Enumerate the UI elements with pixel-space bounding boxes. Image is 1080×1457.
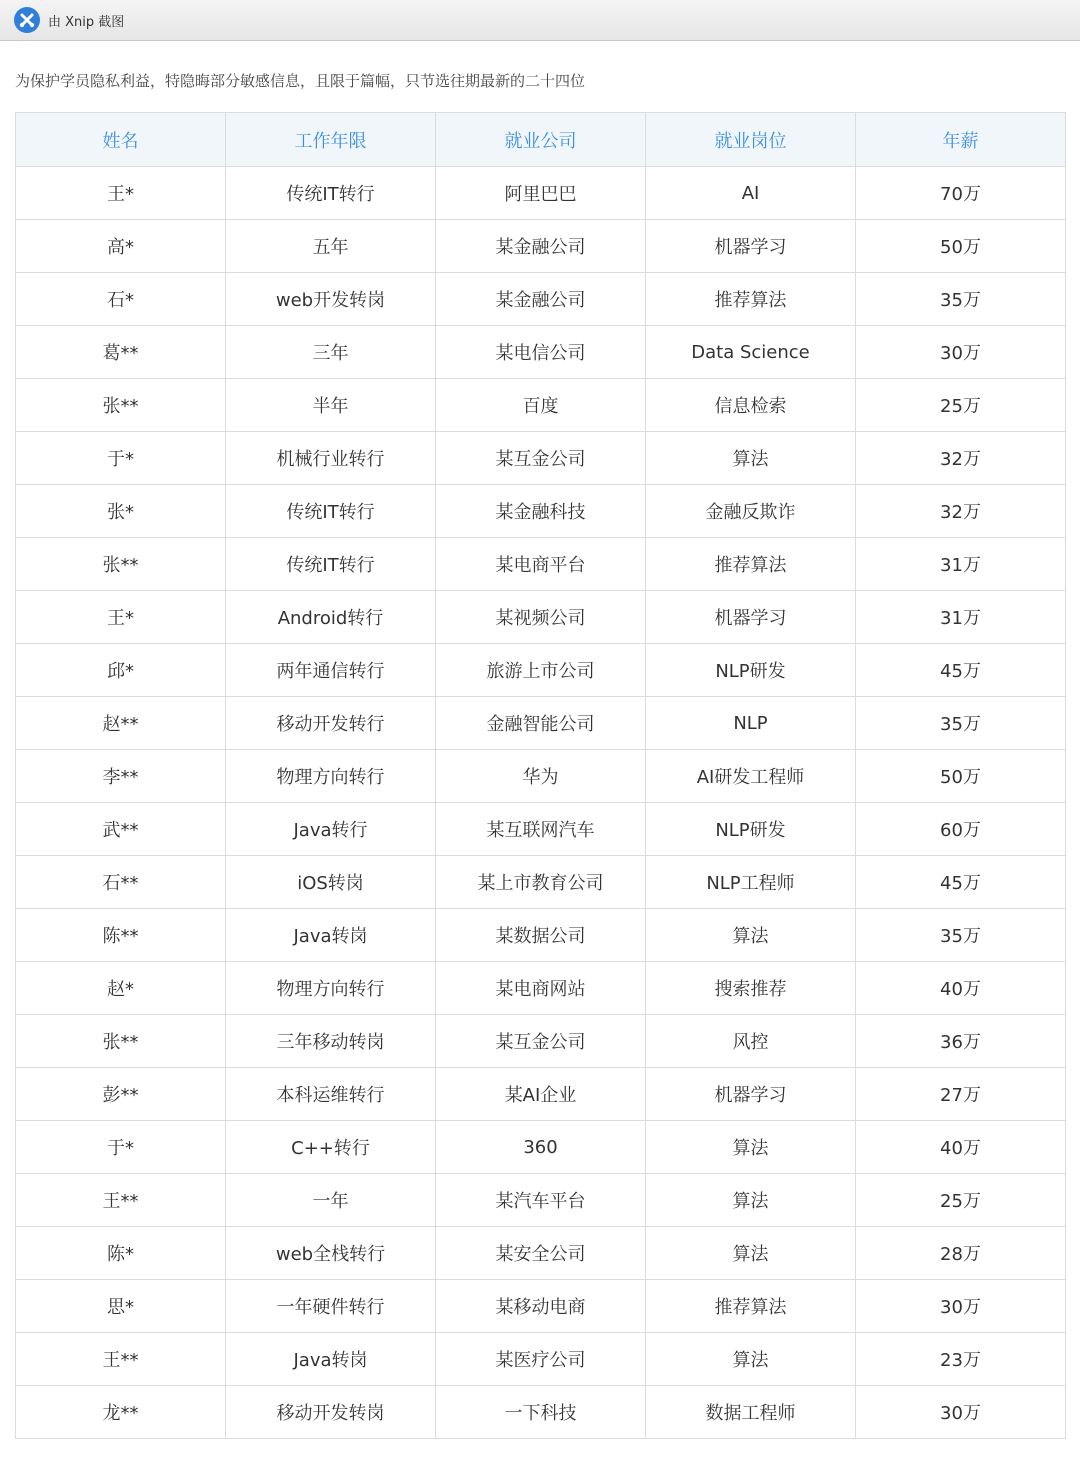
- cell-position: AI: [646, 167, 856, 220]
- cell-company: 某电商网站: [436, 962, 646, 1015]
- table-row: [16, 485, 1066, 538]
- cell-position: 算法: [646, 1227, 856, 1280]
- cell-name: 武**: [16, 803, 226, 856]
- table-row: [16, 750, 1066, 803]
- cell-work-years: 物理方向转行: [226, 750, 436, 803]
- cell-position: 算法: [646, 1121, 856, 1174]
- cell-position: 推荐算法: [646, 538, 856, 591]
- cell-name: 思*: [16, 1280, 226, 1333]
- cell-salary: 31万: [856, 591, 1066, 644]
- xnip-scissors-icon: [14, 7, 40, 33]
- table-row: [16, 644, 1066, 697]
- cell-work-years: 传统IT转行: [226, 538, 436, 591]
- cell-position: 机器学习: [646, 591, 856, 644]
- table-row: [16, 1280, 1066, 1333]
- cell-salary: 45万: [856, 644, 1066, 697]
- cell-work-years: Java转岗: [226, 1333, 436, 1386]
- cell-salary: 28万: [856, 1227, 1066, 1280]
- table-row: [16, 1015, 1066, 1068]
- cell-company: 某金融公司: [436, 273, 646, 326]
- table-row: [16, 432, 1066, 485]
- cell-salary: 70万: [856, 167, 1066, 220]
- cell-name: 石**: [16, 856, 226, 909]
- cell-salary: 35万: [856, 273, 1066, 326]
- cell-name: 于*: [16, 1121, 226, 1174]
- column-header-position: 就业岗位: [646, 113, 856, 167]
- cell-company: 某电信公司: [436, 326, 646, 379]
- header-row: [16, 113, 1066, 167]
- privacy-notice: 为保护学员隐私利益，特隐晦部分敏感信息，且限于篇幅，只节选往期最新的二十四位: [15, 72, 586, 90]
- column-header-company: 就业公司: [436, 113, 646, 167]
- cell-work-years: 五年: [226, 220, 436, 273]
- cell-position: 信息检索: [646, 379, 856, 432]
- cell-name: 葛**: [16, 326, 226, 379]
- table-row: [16, 167, 1066, 220]
- cell-company: 华为: [436, 750, 646, 803]
- column-header-work-years: 工作年限: [226, 113, 436, 167]
- cell-work-years: Java转行: [226, 803, 436, 856]
- cell-name: 王**: [16, 1174, 226, 1227]
- cell-salary: 40万: [856, 1121, 1066, 1174]
- cell-work-years: 一年: [226, 1174, 436, 1227]
- cell-salary: 25万: [856, 1174, 1066, 1227]
- cell-company: 某移动电商: [436, 1280, 646, 1333]
- cell-position: 机器学习: [646, 220, 856, 273]
- cell-company: 金融智能公司: [436, 697, 646, 750]
- cell-company: 某数据公司: [436, 909, 646, 962]
- table-row: [16, 909, 1066, 962]
- cell-position: 算法: [646, 432, 856, 485]
- cell-salary: 30万: [856, 1386, 1066, 1439]
- cell-work-years: 半年: [226, 379, 436, 432]
- cell-position: 推荐算法: [646, 273, 856, 326]
- cell-salary: 40万: [856, 962, 1066, 1015]
- cell-salary: 35万: [856, 909, 1066, 962]
- cell-name: 张**: [16, 379, 226, 432]
- title-bar: [0, 0, 1080, 41]
- cell-position: 机器学习: [646, 1068, 856, 1121]
- cell-salary: 30万: [856, 1280, 1066, 1333]
- cell-company: 某电商平台: [436, 538, 646, 591]
- cell-work-years: 本科运维转行: [226, 1068, 436, 1121]
- cell-salary: 30万: [856, 326, 1066, 379]
- cell-name: 张**: [16, 538, 226, 591]
- cell-position: AI研发工程师: [646, 750, 856, 803]
- cell-position: Data Science: [646, 326, 856, 379]
- cell-position: NLP研发: [646, 644, 856, 697]
- table-row: [16, 697, 1066, 750]
- cell-salary: 60万: [856, 803, 1066, 856]
- cell-salary: 45万: [856, 856, 1066, 909]
- table-row: [16, 1386, 1066, 1439]
- cell-work-years: 移动开发转行: [226, 697, 436, 750]
- cell-company: 阿里巴巴: [436, 167, 646, 220]
- table-row: [16, 1333, 1066, 1386]
- cell-name: 彭**: [16, 1068, 226, 1121]
- cell-work-years: 两年通信转行: [226, 644, 436, 697]
- app-title: 由 Xnip 截图: [48, 14, 125, 30]
- cell-salary: 50万: [856, 220, 1066, 273]
- table-row: [16, 1174, 1066, 1227]
- cell-company: 某AI企业: [436, 1068, 646, 1121]
- table-body: [16, 167, 1066, 1439]
- cell-name: 陈**: [16, 909, 226, 962]
- cell-work-years: Java转岗: [226, 909, 436, 962]
- cell-position: 算法: [646, 1174, 856, 1227]
- table-row: [16, 803, 1066, 856]
- table-row: [16, 379, 1066, 432]
- cell-salary: 31万: [856, 538, 1066, 591]
- cell-salary: 50万: [856, 750, 1066, 803]
- table-row: [16, 856, 1066, 909]
- table-row: [16, 220, 1066, 273]
- cell-salary: 25万: [856, 379, 1066, 432]
- cell-work-years: Android转行: [226, 591, 436, 644]
- table-row: [16, 1068, 1066, 1121]
- cell-position: 算法: [646, 909, 856, 962]
- cell-name: 李**: [16, 750, 226, 803]
- cell-work-years: 传统IT转行: [226, 485, 436, 538]
- cell-company: 某医疗公司: [436, 1333, 646, 1386]
- cell-name: 赵*: [16, 962, 226, 1015]
- cell-work-years: 三年: [226, 326, 436, 379]
- cell-company: 某视频公司: [436, 591, 646, 644]
- cell-company: 360: [436, 1121, 646, 1174]
- cell-work-years: 三年移动转岗: [226, 1015, 436, 1068]
- table-row: [16, 326, 1066, 379]
- table-row: [16, 538, 1066, 591]
- cell-work-years: web全栈转行: [226, 1227, 436, 1280]
- column-header-salary: 年薪: [856, 113, 1066, 167]
- cell-name: 高*: [16, 220, 226, 273]
- cell-salary: 32万: [856, 432, 1066, 485]
- cell-company: 某汽车平台: [436, 1174, 646, 1227]
- cell-work-years: 物理方向转行: [226, 962, 436, 1015]
- cell-salary: 32万: [856, 485, 1066, 538]
- cell-name: 于*: [16, 432, 226, 485]
- cell-company: 某安全公司: [436, 1227, 646, 1280]
- cell-position: 风控: [646, 1015, 856, 1068]
- table-row: [16, 591, 1066, 644]
- cell-company: 一下科技: [436, 1386, 646, 1439]
- cell-company: 某互金公司: [436, 1015, 646, 1068]
- cell-work-years: 机械行业转行: [226, 432, 436, 485]
- cell-position: NLP工程师: [646, 856, 856, 909]
- cell-company: 某上市教育公司: [436, 856, 646, 909]
- cell-company: 某金融科技: [436, 485, 646, 538]
- table-row: [16, 273, 1066, 326]
- table-row: [16, 962, 1066, 1015]
- cell-company: 百度: [436, 379, 646, 432]
- cell-work-years: iOS转岗: [226, 856, 436, 909]
- cell-salary: 23万: [856, 1333, 1066, 1386]
- cell-name: 龙**: [16, 1386, 226, 1439]
- cell-work-years: 移动开发转岗: [226, 1386, 436, 1439]
- cell-name: 石*: [16, 273, 226, 326]
- cell-position: 搜索推荐: [646, 962, 856, 1015]
- cell-work-years: C++转行: [226, 1121, 436, 1174]
- cell-company: 某互联网汽车: [436, 803, 646, 856]
- placement-table-container: [15, 112, 1065, 1439]
- cell-name: 邱*: [16, 644, 226, 697]
- table-header: [16, 113, 1066, 167]
- cell-salary: 35万: [856, 697, 1066, 750]
- cell-position: 金融反欺诈: [646, 485, 856, 538]
- cell-position: NLP研发: [646, 803, 856, 856]
- cell-name: 王**: [16, 1333, 226, 1386]
- cell-name: 张**: [16, 1015, 226, 1068]
- cell-company: 某互金公司: [436, 432, 646, 485]
- cell-work-years: 一年硬件转行: [226, 1280, 436, 1333]
- cell-salary: 27万: [856, 1068, 1066, 1121]
- table-row: [16, 1121, 1066, 1174]
- cell-name: 张*: [16, 485, 226, 538]
- cell-work-years: web开发转岗: [226, 273, 436, 326]
- cell-name: 陈*: [16, 1227, 226, 1280]
- cell-position: 算法: [646, 1333, 856, 1386]
- cell-name: 王*: [16, 591, 226, 644]
- cell-name: 赵**: [16, 697, 226, 750]
- table-row: [16, 1227, 1066, 1280]
- cell-work-years: 传统IT转行: [226, 167, 436, 220]
- placement-table: [15, 112, 1066, 1439]
- cell-position: NLP: [646, 697, 856, 750]
- cell-name: 王*: [16, 167, 226, 220]
- cell-salary: 36万: [856, 1015, 1066, 1068]
- cell-position: 数据工程师: [646, 1386, 856, 1439]
- cell-company: 旅游上市公司: [436, 644, 646, 697]
- column-header-name: 姓名: [16, 113, 226, 167]
- cell-company: 某金融公司: [436, 220, 646, 273]
- cell-position: 推荐算法: [646, 1280, 856, 1333]
